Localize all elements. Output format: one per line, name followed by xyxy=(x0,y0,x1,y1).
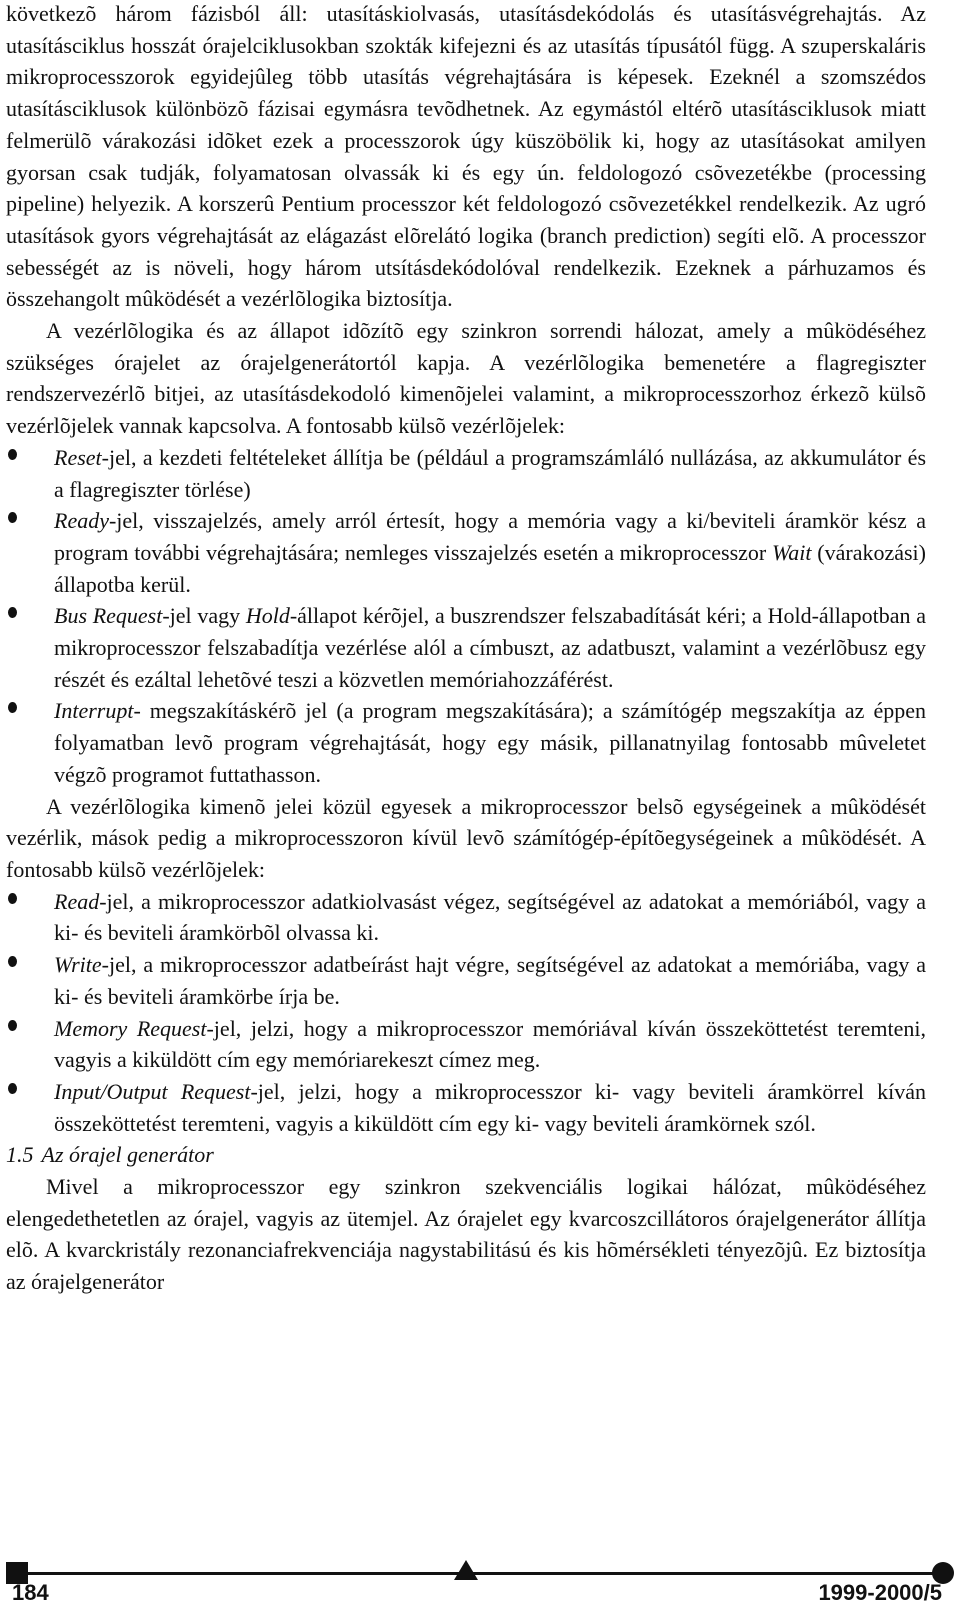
list-item: Memory Request-jel, jelzi, hogy a mikroprocesszor memóriával kíván összeköttetést teremteni, vagyis a kiküldött cím egy memóriarekeszt címez meg. xyxy=(6,1013,926,1076)
bullet-icon xyxy=(8,449,17,460)
paragraph-control-logic: A vezérlõlogika és az állapot idõzítõ egy szinkron sorrendi hálozat, amely a mûködéséhez szükséges órajelet az órajelgenerátortól kapja. A vezérlõlogika bemenetére a flagregiszter rendszervezérlõ bitjei, az utasításdekodoló kimenõjelei valamint, a mikroprocesszorhoz érkezõ külsõ vezérlõjelek vannak kapcsolva. A fontosabb külsõ vezérlõjelek: xyxy=(6,318,926,439)
list-item: Ready-jel, visszajelzés, amely arról értesít, hogy a memória vagy a ki/beviteli áramkör kész a program további végrehajtására; nemleges visszajelzés esetén a mikroprocesszor Wait (várakozási) állapotba kerül. xyxy=(6,505,926,600)
section-number: 1.5 xyxy=(6,1142,34,1168)
triangle-icon xyxy=(454,1560,478,1580)
document-page xyxy=(6,0,926,1298)
issue-label: 1999-2000/5 xyxy=(818,1580,942,1605)
bullet-icon xyxy=(8,956,17,967)
list-item: Input/Output Request-jel, jelzi, hogy a mikroprocesszor ki- vagy beviteli áramkörrel kíván összeköttetést teremteni, vagyis a kiküldött cím egy ki- vagy beviteli áramkörnek szól. xyxy=(6,1076,926,1139)
list-item: Read-jel, a mikroprocesszor adatkiolvasást végez, segítségével az adatokat a memóriából, vagy a ki- és beviteli áramkörbõl olvassa ki. xyxy=(6,886,926,949)
output-signals-list xyxy=(6,886,926,1140)
paragraph-pipeline: következõ három fázisból áll: utasításkiolvasás, utasításdekódolás és utasításvégrehajtás. Az utasításciklus hosszát órajelciklusokban szokták kifejezni és az utasítás típusától függ. A szuperskaláris mikroprocesszorok egyidejûleg több utasítás végrehajtására is képesek. Ezeknél a szomszédos utasításciklusok különbözõ fázisai egymásra tevõdhetnek. Az egymástól eltérõ utasításciklusok miatt felmerülõ várakozási idõket ezek a processzorok úgy küszöbölik ki, hogy az utasításokat amilyen gyorsan csak tudják, folyamatosan olvassák ki és egy ún. feldologozó csõvezetékbe (processing pipeline) helyezik. A korszerû Pentium processzor két feldologozó csõvezetékkel rendelkezik. Az ugró utasítások gyors végrehajtását az elágazást elõrelátó logika (branch prediction) segíti elõ. A processzor sebességét az is növeli, hogy három utsításdekódolóval rendelkezik. Ezeknek a párhuzamos és összehangolt mûködését a vezérlõlogika biztosítja. xyxy=(6,1,926,312)
paragraph-clock: Mivel a mikroprocesszor egy szinkron szekvenciális logikai hálózat, mûködéséhez elengedethetetlen az órajel, vagyis az ütemjel. Az órajelet egy kvarcoszcillátoros órajelgenerátor állítja elõ. A kvarckristály rezonanciafrekvenciája nagystabilitású és kis hõmérsékleti tényezõjû. Ez biztosítja az órajelgenerátor xyxy=(6,1174,926,1295)
bullet-icon xyxy=(8,607,17,618)
bullet-icon xyxy=(8,1020,17,1031)
section-title: Az órajel generátor xyxy=(41,1142,214,1168)
list-item: Write-jel, a mikroprocesszor adatbeírást hajt végre, segítségével az adatokat a memóriába, vagy a ki- és beviteli áramkörbe írja be. xyxy=(6,949,926,1012)
list-item: Interrupt- megszakításkérõ jel (a program megszakítására); a számítógép megszakítja az éppen folyamatban levõ program végrehajtását, hogy egy másik, pillanatnyilag fontosabb mûveletet végzõ programot futtathasson. xyxy=(6,695,926,790)
bullet-icon xyxy=(8,512,17,523)
section-heading xyxy=(6,1139,926,1171)
bullet-icon xyxy=(8,1083,17,1094)
page-number: 184 xyxy=(12,1580,49,1605)
paragraph-output-signals: A vezérlõlogika kimenõ jelei közül egyesek a mikroprocesszor belsõ egységeinek a mûködését vezérlik, mások pedig a mikroprocesszoron kívül levõ számítógép-építõegységeinek a mûködését. A fontosabb külsõ vezérlõjelek: xyxy=(6,793,926,882)
list-item: Reset-jel, a kezdeti feltételeket állítja be (például a programszámláló nullázása, az akkumulátor és a flagregiszter törlése) xyxy=(6,442,926,505)
bullet-icon xyxy=(8,702,17,713)
list-item: Bus Request-jel vagy Hold-állapot kérõjel, a buszrendszer felszabadítását kéri; a Hold-állapotban a mikroprocesszor felszabadítja vezérlése alól a címbuszt, az adatbuszt, valamint a vezérlõbusz egy részét és ezáltal lehetõvé teszi a közvetlen memóriahozzáférést. xyxy=(6,600,926,695)
page-footer xyxy=(0,1532,960,1616)
footer-rule xyxy=(14,1572,944,1575)
input-signals-list xyxy=(6,442,926,791)
bullet-icon xyxy=(8,893,17,904)
